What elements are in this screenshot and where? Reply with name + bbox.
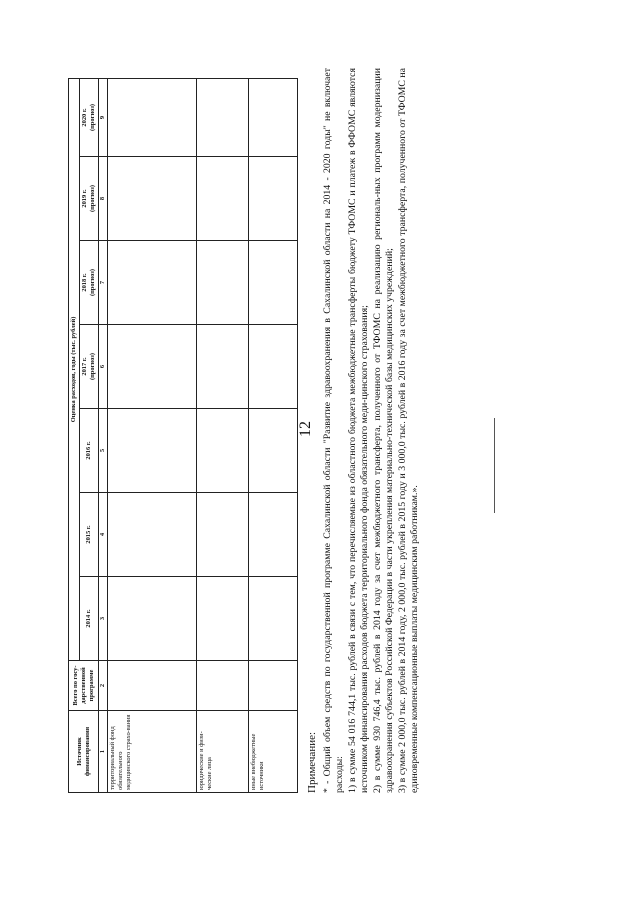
table-cell (197, 409, 249, 493)
header-year: 2017 г. (прогноз) (80, 325, 99, 409)
table-row (108, 78, 197, 792)
header-year: 2015 г. (80, 493, 99, 577)
table-row (249, 78, 298, 792)
column-number: 4 (99, 493, 108, 577)
row-label: юридические и физи-ческие лица (197, 711, 249, 793)
notes-title: Примечание: (306, 731, 318, 793)
column-number: 9 (99, 78, 108, 156)
table-cell (249, 661, 298, 711)
table-cell (197, 325, 249, 409)
column-number: 7 (99, 241, 108, 325)
column-number: 2 (99, 661, 108, 711)
table-cell (197, 577, 249, 661)
header-total: Всего по госу-дарственной программе (69, 661, 99, 711)
table-cell (108, 577, 197, 661)
table-cell (197, 78, 249, 156)
header-estimate-group: Оценка расходов, годы (тыс. рублей) (69, 78, 80, 660)
notes-block (306, 68, 421, 793)
header-year: 2020 г. (прогноз) (80, 78, 99, 156)
note-item: 3) в сумме 2 000,0 тыс. рублей в 2014 году, 2 000,0 тыс. рублей в 2015 году и 3 000,0 тыс. рублей в 2016 году за счет межбюджетного трансферта, полученного от ТФОМС на единовременные компенсационные выплаты медицинским работникам.». (396, 68, 421, 793)
header-source: Источник финансирования (69, 711, 99, 793)
table-cell (197, 661, 249, 711)
table-cell (108, 241, 197, 325)
table-cell (249, 157, 298, 241)
table-row (197, 78, 249, 792)
row-label: иные внебюджетные источники (249, 711, 298, 793)
table-cell (249, 78, 298, 156)
table-cell (108, 493, 197, 577)
row-label: территориальный фонд обязательного медицинского страхо-вания (108, 711, 197, 793)
table-cell (108, 325, 197, 409)
note-item: 2) в сумме 930 746,4 тыс. рублей в 2014 году за счет межбюджетного трансферта, полученного от ТФОМС на реализацию региональ-ных программ модернизации здравоохранения субъектов Российской Федерации в части укрепления материально-технической базы медицинских учреждений; (371, 68, 396, 793)
table-cell (249, 493, 298, 577)
table-cell (108, 157, 197, 241)
table-cell (249, 577, 298, 661)
header-year: 2018 г. (прогноз) (80, 241, 99, 325)
forecast-note: (прогноз) (89, 184, 96, 213)
table-cell (249, 409, 298, 493)
column-number: 8 (99, 157, 108, 241)
header-year: 2014 г. (80, 577, 99, 661)
column-number: 6 (99, 325, 108, 409)
forecast-note: (прогноз) (89, 352, 96, 381)
forecast-note: (прогноз) (89, 268, 96, 297)
note-item: 1) в сумме 54 016 744,1 тыс. рублей в связи с тем, что перечисляемые из областного бюджета межбюджетные трансферты бюджету ТФОМС и платеж в ФФОМС являются источником финансирования расходов бюджета территориального фонда обязательного меди-цинского страхования; (346, 68, 371, 793)
table-cell (249, 325, 298, 409)
column-number-row (99, 78, 108, 792)
table-cell (108, 409, 197, 493)
financing-table (68, 78, 298, 793)
table-cell (197, 157, 249, 241)
table-cell (108, 661, 197, 711)
column-number: 3 (99, 577, 108, 661)
table-cell (108, 78, 197, 156)
column-number: 1 (99, 711, 108, 793)
header-year: 2016 г. (80, 409, 99, 493)
rotated-page-content (68, 56, 628, 816)
column-number: 5 (99, 409, 108, 493)
note-item: * - Общий объем средств по государственной программе Сахалинской области "Развитие здравоохранения в Сахалинской области на 2014 - 2020 годы" не включает расходы: (321, 68, 346, 793)
forecast-note: (прогноз) (89, 103, 96, 131)
table-cell (197, 241, 249, 325)
table-cell (249, 241, 298, 325)
header-year: 2019 г. (прогноз) (80, 157, 99, 241)
table-cell (197, 493, 249, 577)
page-number: 12 (297, 421, 314, 437)
